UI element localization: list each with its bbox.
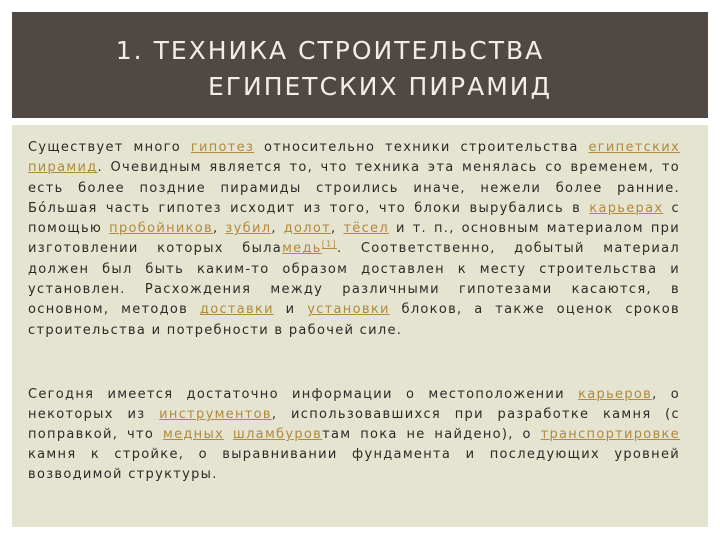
text-segment: с помощью — [28, 200, 680, 237]
link-pyramids[interactable]: пирамид — [28, 160, 98, 176]
link-tools[interactable]: инструментов — [159, 407, 272, 422]
text-segment — [224, 427, 233, 442]
footnote-link[interactable]: [1] — [321, 240, 337, 250]
link-punches[interactable]: пробойников — [109, 221, 213, 237]
paragraph-2 — [28, 385, 680, 485]
text-segment: камня к стройке, о выравнивании фундамента и последующих уровней возводимой структуры. — [28, 447, 680, 482]
link-adzes[interactable]: тёсел — [343, 221, 389, 237]
text-segment: там пока не найдено), о — [322, 427, 541, 442]
paragraph-1 — [28, 138, 680, 341]
link-quarries-2[interactable]: карьеров — [578, 387, 653, 402]
title-bar — [12, 12, 708, 118]
link-drills[interactable]: шламбуров — [232, 427, 323, 442]
text-segment: , о некоторых из — [28, 387, 680, 422]
slide-title-line-1: 1. ТЕХНИКА СТРОИТЕЛЬСТВА — [115, 36, 545, 65]
link-copper-adj[interactable]: медных — [162, 427, 225, 442]
link-bits[interactable]: долот — [283, 221, 332, 237]
link-delivery[interactable]: доставки — [199, 302, 274, 318]
text-segment: относительно техники строительства — [254, 140, 589, 155]
text-segment: , — [271, 221, 284, 237]
text-segment: и т. п., основным материалом при изготовлении которых была — [28, 221, 680, 257]
text-segment: , — [213, 221, 226, 237]
text-segment: Сегодня имеется достаточно информации о местоположении — [28, 387, 579, 402]
text-segment: и — [273, 302, 308, 318]
text-segment: Существует много — [28, 140, 191, 155]
link-installation[interactable]: установки — [307, 302, 390, 318]
text-segment: . Соответственно, добытый материал должен был быть каким-то образом доставлен к месту строительства и установлен. Расхождения между различными гипотезами касаются, в основном, методов — [28, 241, 680, 318]
text-segment: , — [331, 221, 344, 237]
link-quarries[interactable]: карьерах — [589, 200, 664, 216]
link-egyptian[interactable]: египетских — [588, 140, 680, 155]
text-segment: блоков, а также оценок сроков строительства и потребности в рабочей силе. — [28, 302, 680, 338]
link-copper[interactable]: медь — [282, 241, 322, 257]
link-chisels[interactable]: зубил — [225, 221, 272, 237]
link-hypotheses[interactable]: гипотез — [190, 140, 255, 155]
text-segment: , использовавшихся при разработке камня (с поправкой, что — [28, 407, 680, 442]
link-transport[interactable]: транспортировке — [540, 427, 680, 442]
text-segment: . Очевидным является то, что техника эта менялась со временем, то есть более поздние пирамиды строились иначе, нежели более ранние. Бо́льшая часть гипотез исходит из того, что блоки вырубались в — [28, 160, 680, 216]
slide-title-line-2: ЕГИПЕТСКИХ ПИРАМИД — [207, 72, 553, 101]
